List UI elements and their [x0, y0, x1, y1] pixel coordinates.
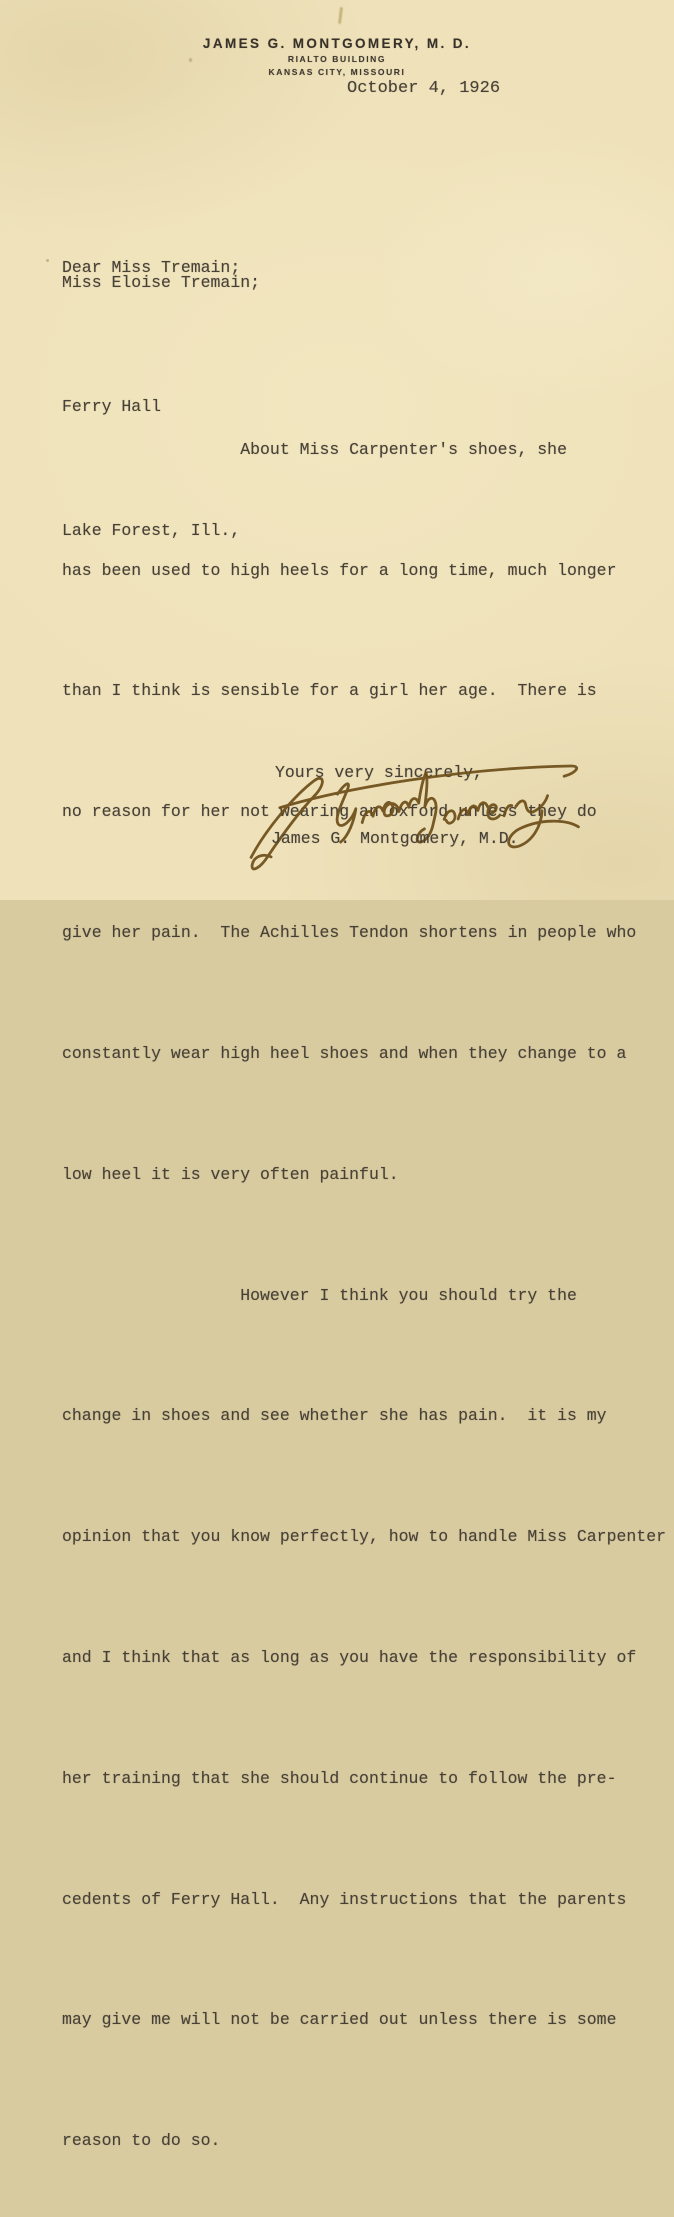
letter-body-line: opinion that you know perfectly, how to handle Miss Carpenter: [62, 1527, 666, 1547]
letterhead-city: KANSAS CITY, MISSOURI: [268, 67, 406, 77]
letter-body: [62, 314, 666, 2217]
letter-body-line: change in shoes and see whether she has pain. it is my: [62, 1406, 607, 1426]
recipient-address-line: Ferry Hall: [62, 397, 162, 416]
letter-body-line: her training that she should continue to follow the pre-: [62, 1768, 617, 1788]
typed-signature-name: James G. Montgomery, M.D.: [271, 829, 519, 848]
letter-body-line: About Miss Carpenter's shoes, she: [62, 439, 567, 459]
letter-body-line: no reason for her not wearing an oxford unless they do: [62, 802, 597, 822]
letter-body-line: give her pain. The Achilles Tendon shortens in people who: [62, 923, 637, 943]
recipient-address-line: Lake Forest, Ill.,: [62, 521, 241, 540]
paper-crease-mark: [338, 7, 343, 24]
paper-speck: [46, 259, 49, 262]
letter-body-line: has been used to high heels for a long time, much longer: [62, 560, 617, 580]
letter-body-line: low heel it is very often painful.: [62, 1164, 399, 1184]
letter-body-line: may give me will not be carried out unless there is some: [62, 2010, 617, 2030]
recipient-address-line: Miss Eloise Tremain;: [62, 273, 261, 292]
letter-body-line: cedents of Ferry Hall. Any instructions that the parents: [62, 1889, 627, 1909]
closing-line: Yours very sincerely,: [275, 763, 483, 782]
letter-body-line: reason to do so.: [62, 2131, 221, 2151]
letterhead-name: JAMES G. MONTGOMERY, M. D.: [202, 36, 472, 51]
letter-body-line: than I think is sensible for a girl her age. There is: [62, 681, 597, 701]
letterhead-building: RIALTO BUILDING: [287, 54, 387, 64]
letter-body-line: and I think that as long as you have the responsibility of: [62, 1647, 637, 1667]
date-line: October 4, 1926: [347, 79, 501, 98]
salutation: Dear Miss Tremain;: [62, 258, 241, 277]
letter-body-line: constantly wear high heel shoes and when they change to a: [62, 1043, 627, 1063]
letter-body-line: However I think you should try the: [62, 1285, 577, 1305]
letterhead: [0, 36, 674, 77]
